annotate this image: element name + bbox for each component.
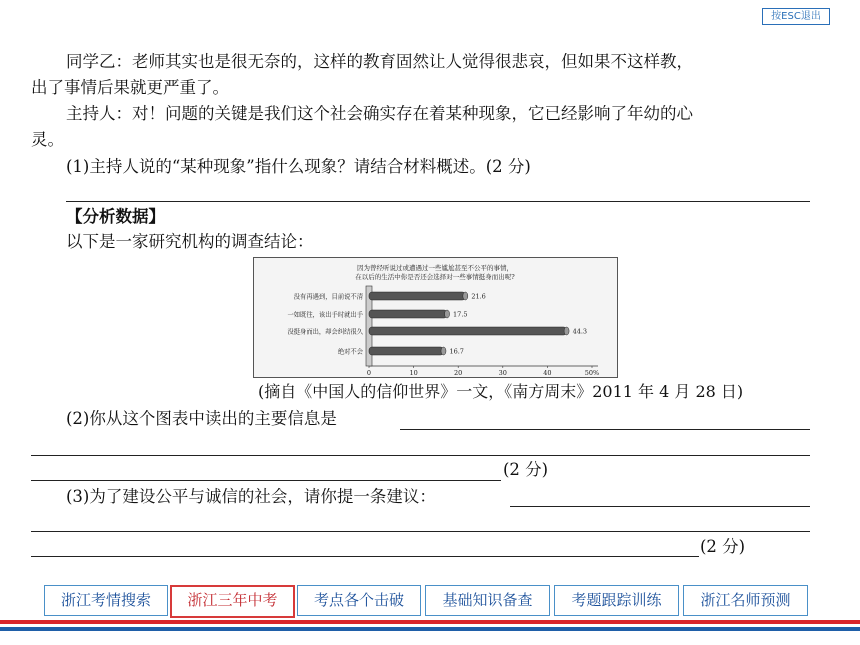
question-3: (3)为了建设公平与诚信的社会，请你提一条建议：: [66, 487, 436, 506]
nav-key-points[interactable]: 考点各个击破: [297, 585, 421, 616]
answer-line-q3-a: [510, 506, 810, 507]
chart-title-line-2: 在以后的生活中你是否还会选择对一些事情挺身而出呢?: [355, 273, 515, 281]
x-tick-label-1: 10: [409, 369, 418, 377]
chart-bar-end-2: [445, 310, 450, 318]
nav-teacher-prediction[interactable]: 浙江名师预测: [683, 585, 808, 616]
chart-svg: [254, 258, 617, 377]
nav-exam-info-search[interactable]: 浙江考情搜索: [44, 585, 168, 616]
chart-bar-2: [369, 310, 447, 318]
footer-stripe-blue: [0, 627, 860, 631]
category-label-1: 没有再遇到，目前说不清: [293, 293, 363, 301]
chart-title-line-1: 因为曾经听说过或遭遇过一些尴尬甚至不公平的事情，: [357, 264, 513, 272]
category-label-2: 一如既往，该出手时就出手: [287, 311, 363, 319]
x-tick-label-4: 40: [543, 369, 552, 377]
dialogue-line-2: 出了事情后果就更严重了。: [31, 78, 229, 97]
question-1: (1)主持人说的“某种现象”指什么现象？请结合材料概述。(2 分): [66, 157, 531, 176]
value-label-1: 21.6: [471, 292, 486, 301]
nav-practice-training[interactable]: 考题跟踪训练: [554, 585, 679, 616]
source-citation: (摘自《中国人的信仰世界》一文，《南方周末》2011 年 4 月 28 日): [258, 382, 744, 401]
question-2: (2)你从这个图表中读出的主要信息是: [66, 409, 337, 428]
chart-bar-1: [369, 292, 465, 300]
nav-basic-knowledge[interactable]: 基础知识备查: [425, 585, 550, 616]
chart-bar-end-1: [463, 292, 468, 300]
q3-score: (2 分): [700, 537, 746, 556]
answer-line-q1: [66, 201, 810, 202]
value-label-4: 16.7: [449, 347, 464, 356]
value-label-2: 17.5: [453, 310, 468, 319]
section-heading: 【分析数据】: [66, 207, 165, 226]
bar-chart: [253, 257, 618, 378]
chart-bar-4: [369, 347, 443, 355]
x-tick-label-0: 0: [366, 369, 372, 377]
chart-bar-3: [369, 327, 567, 335]
answer-line-q2-c: [31, 480, 501, 481]
intro-text: 以下是一家研究机构的调查结论：: [66, 232, 314, 251]
dialogue-line-3: 主持人：对！问题的关键是我们这个社会确实存在着某种现象，它已经影响了年幼的心: [66, 104, 693, 123]
value-label-3: 44.3: [572, 327, 588, 336]
q2-score: (2 分): [503, 460, 549, 479]
answer-line-q3-b: [31, 531, 810, 532]
answer-line-q2-b: [31, 455, 810, 456]
answer-line-q3-c: [31, 556, 699, 557]
chart-bar-end-4: [441, 347, 446, 355]
x-tick-label-5: 50%: [584, 369, 600, 377]
esc-exit-button[interactable]: 按ESC退出: [762, 8, 830, 25]
x-tick-label-2: 20: [454, 369, 463, 377]
category-label-4: 绝对不会: [337, 348, 363, 356]
nav-three-year-exams[interactable]: 浙江三年中考: [170, 585, 295, 618]
chart-bar-end-3: [564, 327, 569, 335]
answer-line-q2-a: [400, 429, 810, 430]
dialogue-line-1: 同学乙：老师其实也是很无奈的，这样的教育固然让人觉得很悲哀，但如果不这样教，: [66, 52, 693, 71]
x-tick-label-3: 30: [498, 369, 507, 377]
category-label-3: 没挺身而出，却会纠结很久: [287, 328, 363, 336]
dialogue-line-4: 灵。: [31, 130, 64, 149]
